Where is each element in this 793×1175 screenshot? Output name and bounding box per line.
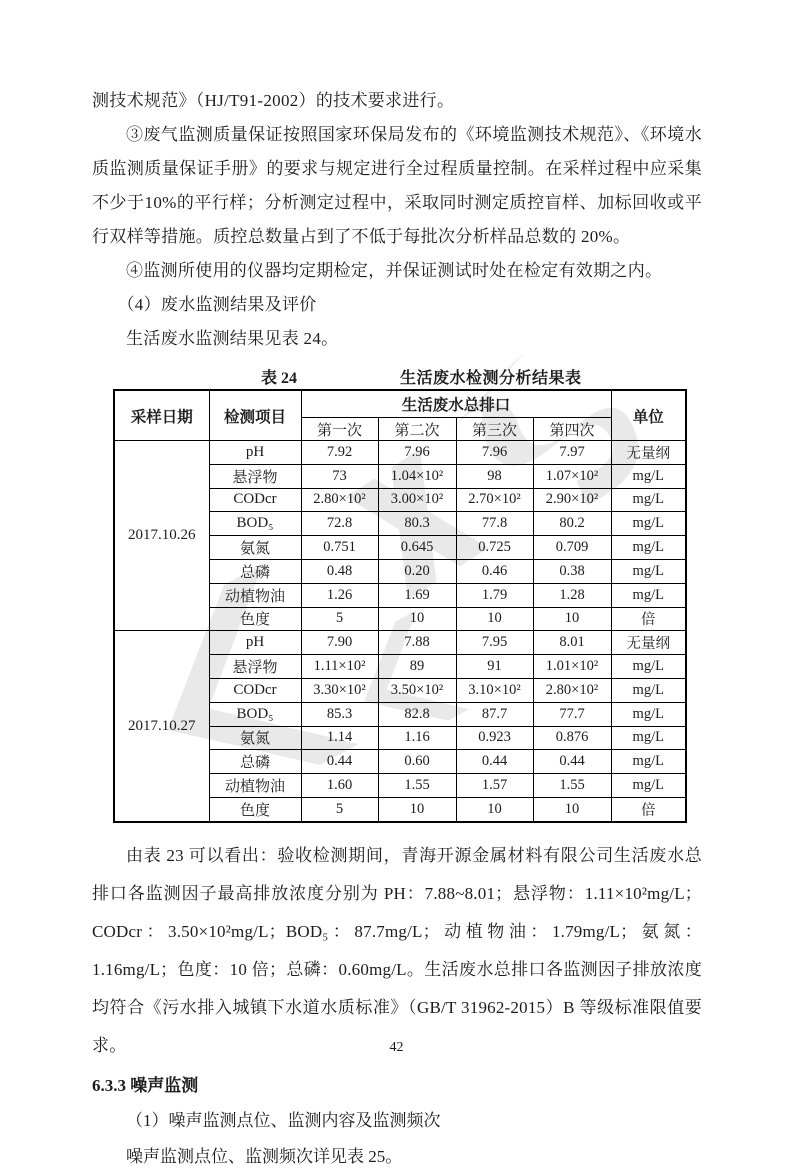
unit-cell: mg/L [611,655,686,679]
value-cell: 0.20 [378,559,456,583]
unit-cell: mg/L [611,488,686,512]
paragraph: （1）噪声监测点位、监测内容及监测频次 [126,1110,441,1130]
item-cell: 色度 [209,607,301,631]
value-cell: 7.88 [378,631,456,655]
table-header-row [114,390,686,418]
value-cell: 1.79 [456,583,533,607]
page-number: 42 [389,1040,404,1055]
paragraph: 噪声监测点位、监测频次详见表 25。 [126,1146,403,1166]
value-cell: 3.10×10² [456,678,533,702]
unit-cell: mg/L [611,774,686,798]
header-sample-date: 采样日期 [114,390,209,441]
unit-cell: 无量纲 [611,441,686,465]
value-cell: 10 [533,607,611,631]
page-content [92,84,702,1175]
value-cell: 0.709 [533,536,611,560]
item-cell: 总磷 [209,750,301,774]
item-cell: 动植物油 [209,583,301,607]
value-cell: 1.16 [378,726,456,750]
value-cell: 0.44 [533,750,611,774]
paragraph: 生活废水监测结果见表 24。 [126,329,339,348]
value-cell: 1.11×10² [301,655,378,679]
value-cell: 87.7 [456,702,533,726]
analysis-paragraph: 由表 23 可以看出：验收检测期间，青海开源金属材料有限公司生活废水总排口各监测因子最高排放浓度分别为 PH：7.88~8.01；悬浮物：1.11×10²mg/L；CODcr：3.50×10²mg/L；BOD₅：87.7mg/L；动植物油：1.79mg/L；氨氮：1.16mg/L；色度：10 倍；总磷：0.60mg/L。生活废水总排口各监测因子排放浓度均符合《污水排入城镇下水道水质标准》（GB/T 31962-2015）B 等级标准限值要求。 [92,845,702,1055]
value-cell: 1.01×10² [533,655,611,679]
value-cell: 77.7 [533,702,611,726]
value-cell: 85.3 [301,702,378,726]
value-cell: 0.876 [533,726,611,750]
value-cell: 1.14 [301,726,378,750]
value-cell: 7.96 [456,441,533,465]
item-cell: pH [209,441,301,465]
sample-date-cell: 2017.10.27 [114,631,209,822]
value-cell: 89 [378,655,456,679]
value-cell: 0.38 [533,559,611,583]
value-cell: 80.2 [533,512,611,536]
value-cell: 1.07×10² [533,464,611,488]
value-cell: 10 [533,797,611,821]
item-cell: 氨氮 [209,726,301,750]
value-cell: 0.60 [378,750,456,774]
value-cell: 7.92 [301,441,378,465]
value-cell: 3.50×10² [378,678,456,702]
item-cell: CODcr [209,678,301,702]
section-heading: 6.3.3 噪声监测 [92,1075,199,1095]
table-caption-title: 生活废水检测分析结果表 [400,370,582,387]
header-outlet: 生活废水总排口 [301,390,611,418]
table-caption [113,365,685,389]
value-cell: 10 [378,797,456,821]
paragraph: 测技术规范》（HJ/T91-2002）的技术要求进行。 [92,91,455,110]
value-cell: 1.55 [378,774,456,798]
value-cell: 73 [301,464,378,488]
unit-cell: mg/L [611,464,686,488]
value-cell: 2.80×10² [301,488,378,512]
item-cell: 色度 [209,797,301,821]
item-cell: 总磷 [209,559,301,583]
value-cell: 91 [456,655,533,679]
value-cell: 1.26 [301,583,378,607]
item-cell: pH [209,631,301,655]
unit-cell: 倍 [611,607,686,631]
header-unit: 单位 [611,390,686,441]
item-cell: 悬浮物 [209,655,301,679]
value-cell: 8.01 [533,631,611,655]
header-run-1: 第一次 [301,418,378,441]
value-cell: 3.30×10² [301,678,378,702]
table-caption-label: 表 24 [261,370,298,387]
value-cell: 72.8 [301,512,378,536]
header-run-4: 第四次 [533,418,611,441]
unit-cell: mg/L [611,536,686,560]
unit-cell: mg/L [611,512,686,536]
header-run-3: 第三次 [456,418,533,441]
value-cell: 5 [301,797,378,821]
header-run-2: 第二次 [378,418,456,441]
sample-date-cell: 2017.10.26 [114,441,209,631]
value-cell: 10 [378,607,456,631]
value-cell: 7.97 [533,441,611,465]
value-cell: 1.55 [533,774,611,798]
table-row [114,441,686,465]
unit-cell: mg/L [611,678,686,702]
value-cell: 1.69 [378,583,456,607]
item-cell: 氨氮 [209,536,301,560]
value-cell: 1.28 [533,583,611,607]
paragraph: ④监测所使用的仪器均定期检定，并保证测试时处在检定有效期之内。 [126,261,663,280]
value-cell: 0.645 [378,536,456,560]
value-cell: 80.3 [378,512,456,536]
unit-cell: mg/L [611,750,686,774]
item-cell: BOD₅ [209,702,301,726]
unit-cell: mg/L [611,702,686,726]
value-cell: 1.60 [301,774,378,798]
value-cell: 0.46 [456,559,533,583]
value-cell: 0.44 [301,750,378,774]
unit-cell: mg/L [611,726,686,750]
value-cell: 2.80×10² [533,678,611,702]
item-cell: 悬浮物 [209,464,301,488]
value-cell: 0.48 [301,559,378,583]
value-cell: 7.96 [378,441,456,465]
unit-cell: mg/L [611,559,686,583]
value-cell: 5 [301,607,378,631]
value-cell: 77.8 [456,512,533,536]
value-cell: 1.57 [456,774,533,798]
unit-cell: mg/L [611,583,686,607]
wastewater-results-table [113,389,687,823]
item-cell: CODcr [209,488,301,512]
value-cell: 2.70×10² [456,488,533,512]
header-item: 检测项目 [209,390,301,441]
value-cell: 7.95 [456,631,533,655]
table-row [114,631,686,655]
paragraph: ③废气监测质量保证按照国家环保局发布的《环境监测技术规范》、《环境水质监测质量保证手册》的要求与规定进行全过程质量控制。在采样过程中应采集不少于10%的平行样；分析测定过程中，采取同时测定质控盲样、加标回收或平行双样等措施。质控总数量占到了不低于每批次分析样品总数的 20%。 [92,125,702,246]
value-cell: 7.90 [301,631,378,655]
value-cell: 2.90×10² [533,488,611,512]
value-cell: 82.8 [378,702,456,726]
item-cell: 动植物油 [209,774,301,798]
value-cell: 98 [456,464,533,488]
value-cell: 1.04×10² [378,464,456,488]
value-cell: 0.923 [456,726,533,750]
unit-cell: 无量纲 [611,631,686,655]
item-cell: BOD₅ [209,512,301,536]
value-cell: 0.725 [456,536,533,560]
value-cell: 0.751 [301,536,378,560]
value-cell: 0.44 [456,750,533,774]
value-cell: 3.00×10² [378,488,456,512]
paragraph: （4）废水监测结果及评价 [117,295,317,314]
value-cell: 10 [456,607,533,631]
unit-cell: 倍 [611,797,686,821]
value-cell: 10 [456,797,533,821]
